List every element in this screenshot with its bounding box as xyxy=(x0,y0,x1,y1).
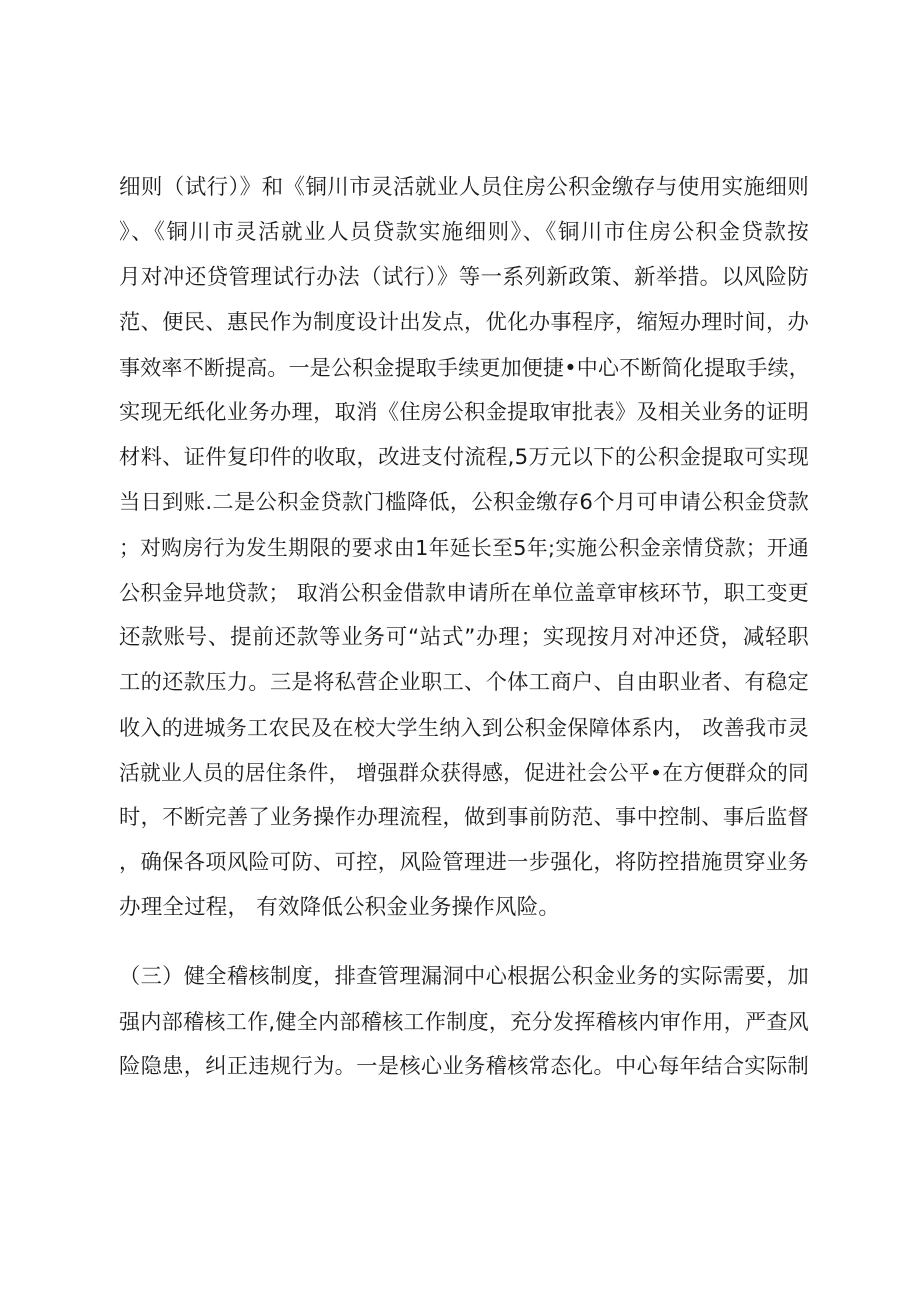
text-line: 实现无纸化业务办理，取消《住房公积金提取审批表》及相关业务的证明 xyxy=(119,400,809,425)
text-line: 细则（试行）》和《铜川市灵活就业人员住房公积金缴存与使用实施细则 xyxy=(119,175,809,200)
text-line: 当日到账.二是公积金贷款门槛降低，公积金缴存6个月可申请公积金贷款 xyxy=(119,490,809,515)
text-line: ，确保各项风险可防、可控，风险管理进一步强化，将防控措施贯穿业务 xyxy=(119,850,809,875)
text-line: 工的还款压力。三是将私营企业职工、个体工商户、自由职业者、有稳定 xyxy=(119,670,809,695)
text-line: 公积金异地贷款； 取消公积金借款申请所在单位盖章审核环节，职工变更 xyxy=(119,581,809,605)
text-line: 时，不断完善了业务操作办理流程，做到事前防范、事中控制、事后监督 xyxy=(119,805,809,830)
text-line: 》、《铜川市灵活就业人员贷款实施细则》、《铜川市住房公积金贷款按 xyxy=(119,220,809,245)
text-line: 还款账号、提前还款等业务可“站式”办理；实现按月对冲还贷，减轻职 xyxy=(119,625,809,650)
text-line: 月对冲还贷管理试行办法（试行）》等一系列新政策、新举措。以风险防 xyxy=(119,265,809,290)
text-line: 活就业人员的居住条件， 增强群众获得感，促进社会公平•在方便群众的同 xyxy=(119,761,809,785)
text-line: 险隐患，纠正违规行为。一是核心业务稽核常态化。中心每年结合实际制 xyxy=(119,1054,809,1079)
text-line: 材料、证件复印件的收取，改进支付流程,5万元以下的公积金提取可实现 xyxy=(119,445,809,470)
text-line: （三）健全稽核制度，排查管理漏洞中心根据公积金业务的实际需要，加 xyxy=(119,964,809,989)
text-line: 收入的进城务工农民及在校大学生纳入到公积金保障体系内， 改善我市灵 xyxy=(119,716,809,740)
text-line: 范、便民、惠民作为制度设计出发点，优化办事程序，缩短办理时间，办 xyxy=(119,310,809,335)
text-line: 事效率不断提高。一是公积金提取手续更加便捷•中心不断简化提取手续， xyxy=(119,356,810,380)
text-line: ；对购房行为发生期限的要求由1年延长至5年;实施公积金亲情贷款；开通 xyxy=(119,536,809,560)
text-line: 办理全过程， 有效降低公积金业务操作风险。 xyxy=(119,895,561,920)
text-line: 强内部稽核工作,健全内部稽核工作制度，充分发挥稽核内审作用，严查风 xyxy=(119,1010,809,1034)
